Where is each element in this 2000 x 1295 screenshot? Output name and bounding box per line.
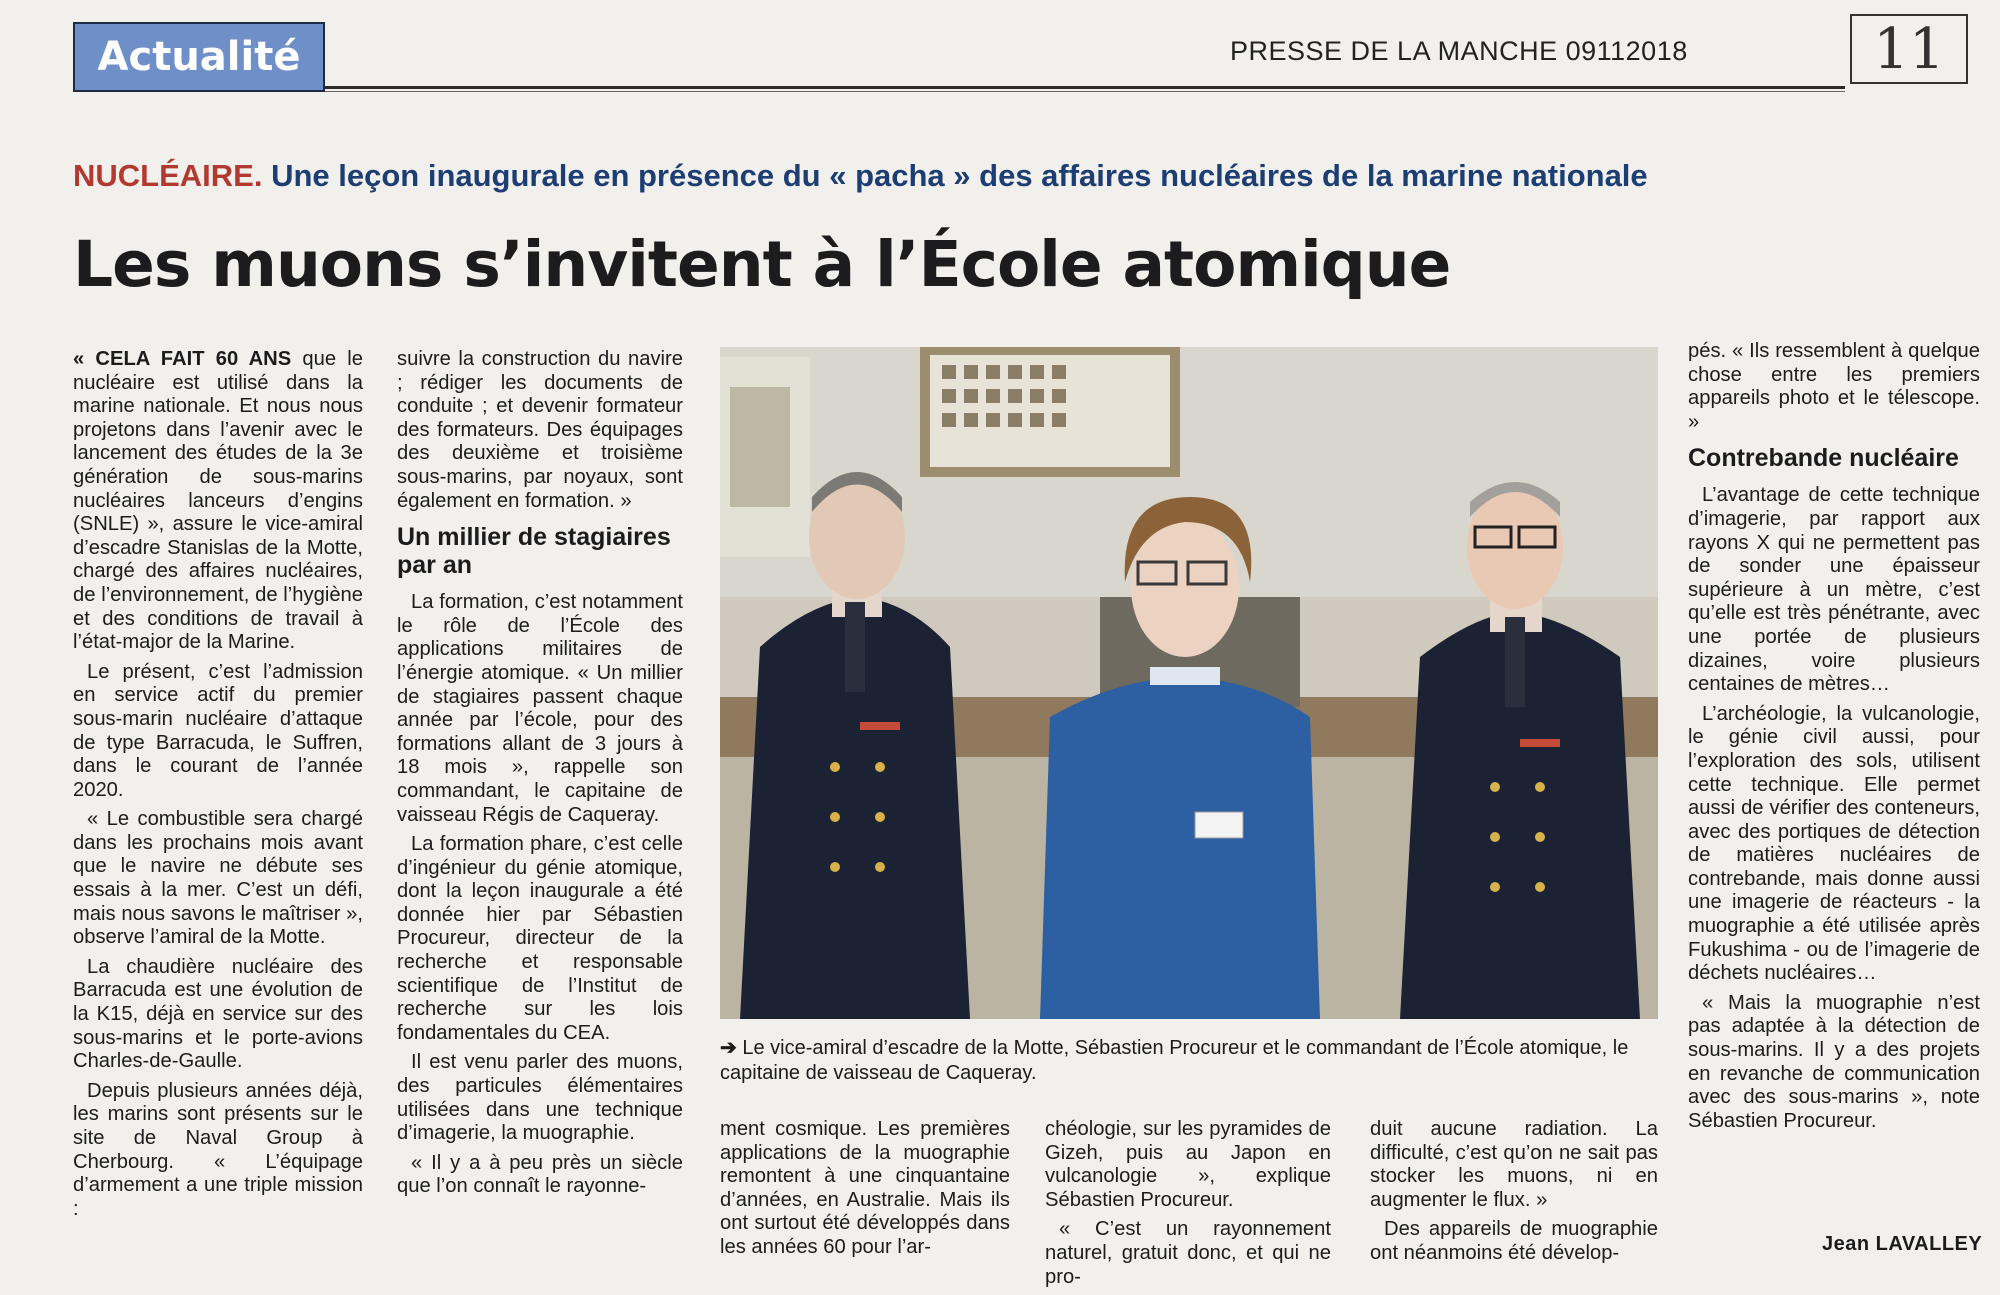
photo-caption: [720, 1036, 1658, 1086]
paragraph: pés. « Ils ressemblent à quelque chose entre les premiers appareils photo et le télescope. »: [1688, 340, 1980, 433]
subheading: Un millier de stagiaires par an: [397, 523, 671, 580]
header-rule-thin: [325, 91, 1845, 92]
paragraph: duit aucune radiation. La difficulté, c’est qu’on ne sait pas stocker les muons, ni en augmenter le flux. »: [1370, 1118, 1658, 1211]
paragraph: « Il y a à peu près un siècle que l’on connaît le rayonne-: [397, 1151, 683, 1198]
article-column-6: [1688, 340, 1980, 1139]
article-column-1: [73, 348, 363, 1227]
author-byline: Jean LAVALLEY: [1822, 1233, 1983, 1255]
subheading: Contrebande nucléaire: [1688, 444, 1959, 473]
article-column-3: [720, 1118, 1010, 1266]
article-column-2: [397, 348, 683, 1205]
paragraph: Le présent, c’est l’admission en service actif du premier sous-marin nucléaire d’attaque de type Barracuda, le Suffren, dans le courant de l’année 2020.: [73, 660, 363, 801]
photo-illustration: [720, 347, 1658, 1019]
paragraph: « Mais la muographie n’est pas adaptée à la détection de sous-marins. Il y a des projets en revanche de communication avec des sous-marins », note Sébastien Procureur.: [1688, 991, 1980, 1132]
headline: Les muons s’invitent à l’École atomique: [73, 228, 1451, 301]
newspaper-name: PRESSE DE LA MANCHE 09112018: [1230, 36, 1688, 66]
caption-arrow-icon: ➔: [720, 1037, 737, 1059]
paragraph: La chaudière nucléaire des Barracuda est une évolution de la K15, déjà en service sur des sous-marins et le porte-avions Charles-de-Gaulle.: [73, 955, 363, 1073]
page-number: 11: [1850, 14, 1968, 84]
lead-in: « CELA FAIT 60 ANS: [73, 348, 292, 370]
article-column-5: [1370, 1118, 1658, 1272]
paragraph: L’archéologie, la vulcanologie, le génie civil aussi, pour l’exploration des sols, utilisent cette technique. Elle permet aussi de vérifier des conteneurs, avec des portiques de détection de matières nucléaires de contrebande, mais donne aussi une imagerie de réacteurs - la muographie a été utilisée après Fukushima - ou de l’imagerie de déchets nucléaires…: [1688, 702, 1980, 985]
kicker-text: Une leçon inaugurale en présence du « pacha » des affaires nucléaires de la marine nationale: [271, 158, 1648, 193]
paragraph: L’avantage de cette technique d’imagerie, par rapport aux rayons X qui ne permettent pas de sonder une épaisseur supérieure à un mètre, c’est qu’elle est très pénétrante, avec une portée de plusieurs dizaines, voire plusieurs centaines de mètres…: [1688, 484, 1980, 696]
article-column-4: [1045, 1118, 1331, 1295]
header-rule: [325, 86, 1845, 89]
paragraph: Depuis plusieurs années déjà, les marins sont présents sur le site de Naval Group à Cherbourg. « L’équipage d’armement a une triple mission :: [73, 1079, 363, 1220]
paragraph-text: que le nucléaire est utilisé dans la marine nationale. Et nous nous projetons dans l’avenir avec le lancement des études de la 3e génération de sous-marins nucléaires lanceurs d’engins (SNLE) », assure le vice-amiral d’escadre Stanislas de la Motte, chargé des affaires nucléaires, de l’environnement, de l’hygiène et des conditions de travail à l’état-major de la Marine.: [73, 348, 363, 654]
paragraph: La formation, c’est notamment le rôle de l’École des applications militaires de l’énergie atomique. « Un millier de stagiaires passent chaque année par l’école, pour des formations allant de 3 jours à 18 mois », rappelle son commandant, le capitaine de vaisseau Régis de Caqueray.: [397, 591, 683, 826]
kicker-label: NUCLÉAIRE.: [73, 158, 263, 193]
paragraph: Il est venu parler des muons, des particules élémentaires utilisées dans une technique d’imagerie, la muographie.: [397, 1051, 683, 1145]
kicker: [73, 158, 1648, 194]
middle-man-sweater: [1040, 677, 1320, 1019]
paragraph: Des appareils de muographie ont néanmoins été dévelop-: [1370, 1218, 1658, 1264]
paragraph: « Le combustible sera chargé dans les prochains mois avant que le navire ne débute ses essais à la mer. C’est un défi, mais nous savons le maîtriser », observe l’amiral de la Motte.: [73, 808, 363, 949]
name-badge: [1195, 812, 1243, 838]
paragraph: [73, 348, 363, 655]
paragraph: chéologie, sur les pyramides de Gizeh, puis au Japon en vulcanologie », explique Sébastien Procureur.: [1045, 1118, 1331, 1211]
paragraph: suivre la construction du navire ; rédiger les documents de conduite ; et devenir formateur des formateurs. Des équipages des deuxième et troisième sous-marins, par noyaux, sont également en formation. »: [397, 348, 683, 512]
paragraph: La formation phare, c’est celle d’ingénieur du génie atomique, dont la leçon inaugurale a été donnée hier par Sébastien Procureur, directeur de la recherche et responsable scientifique de l’Institut de recherche sur les lois fondamentales du CEA.: [397, 833, 683, 1044]
article-photo: [720, 347, 1658, 1019]
paragraph: « C’est un rayonnement naturel, gratuit donc, et qui ne pro-: [1045, 1218, 1331, 1288]
paragraph: ment cosmique. Les premières applications de la muographie remontent à une cinquantaine d’années, en Australie. Mais ils ont surtout été développés dans les années 60 pour l’ar-: [720, 1118, 1010, 1258]
caption-text: Le vice-amiral d’escadre de la Motte, Sébastien Procureur et le commandant de l’École atomique, le capitaine de vaisseau de Caqueray.: [720, 1037, 1629, 1084]
section-label: Actualité: [73, 22, 325, 92]
